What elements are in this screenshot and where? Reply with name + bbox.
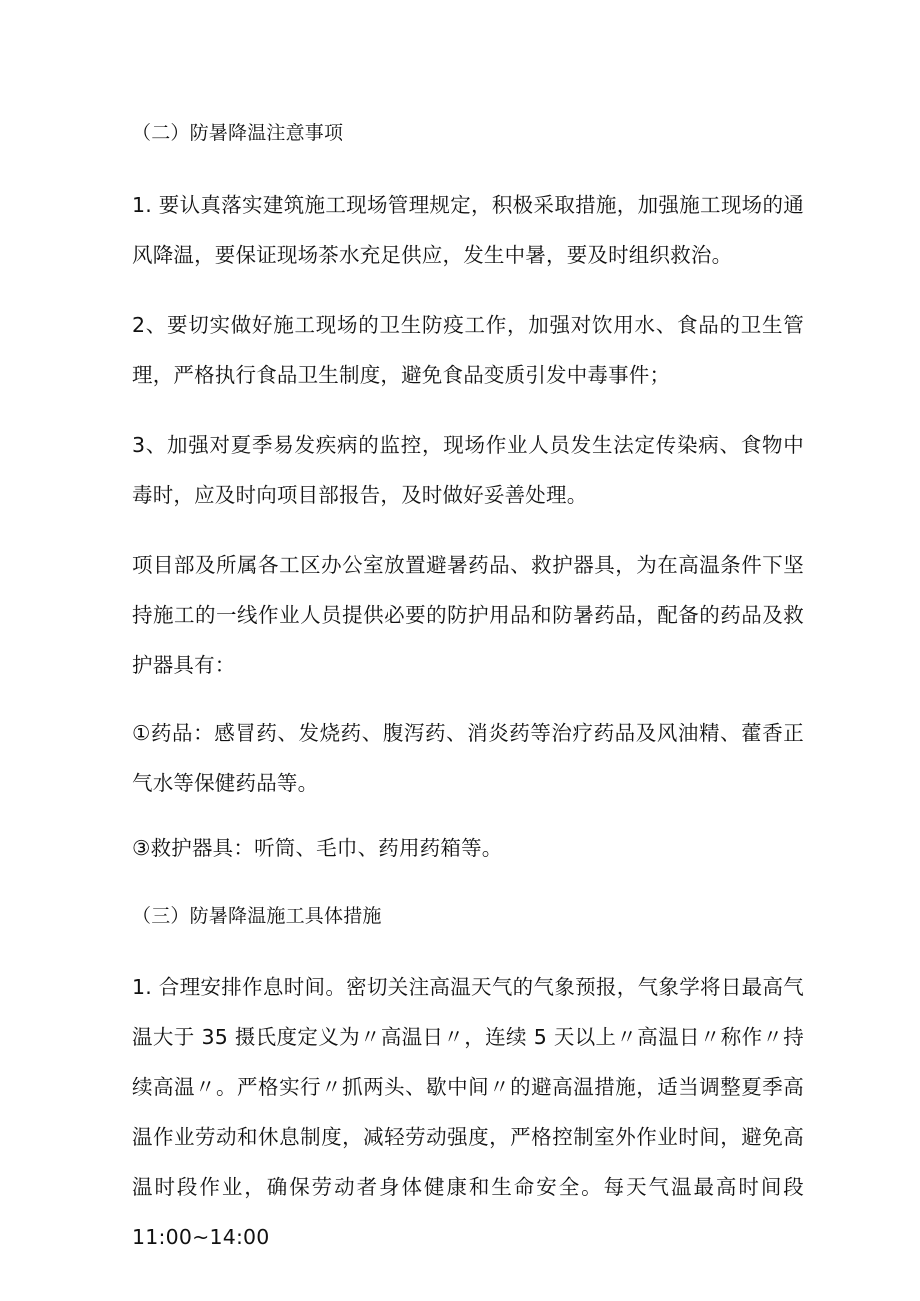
paragraph-3: 3、加强对夏季易发疾病的监控，现场作业人员发生法定传染病、食物中毒时，应及时向项目部报告，及时做好妥善处理。 (132, 433, 804, 507)
section-heading-3: （三）防暑降温施工具体措施 (132, 905, 382, 927)
paragraph-2: 2、要切实做好施工现场的卫生防疫工作，加强对饮用水、食品的卫生管理，严格执行食品卫生制度，避免食品变质引发中毒事件； (132, 313, 804, 387)
paragraph-4: 项目部及所属各工区办公室放置避暑药品、救护器具，为在高温条件下坚持施工的一线作业人员提供必要的防护用品和防暑药品，配备的药品及救护器具有： (132, 553, 804, 677)
list-item-rescue-equipment: ③救护器具：听筒、毛巾、药用药箱等。 (132, 836, 503, 860)
section-heading-2: （二）防暑降温注意事项 (132, 122, 344, 144)
paragraph-5: 1. 合理安排作息时间。密切关注高温天气的气象预报，气象学将日最高气温大于 35 摄氏度定义为〃高温日〃，连续 5 天以上〃高温日〃称作〃持续高温〃。严格实行〃抓两头、歇中间〃的避高温措施，适当调整夏季高温作业劳动和休息制度，减轻劳动强度，严格控制室外作业时间，避免高温时段作业，确保劳动者身体健康和生命安全。每天气温最高时间段 11:00~14:00 (132, 975, 804, 1249)
list-item-medicine: ①药品：感冒药、发烧药、腹泻药、消炎药等治疗药品及风油精、藿香正气水等保健药品等。 (132, 721, 804, 795)
paragraph-1: 1. 要认真落实建筑施工现场管理规定，积极采取措施，加强施工现场的通风降温，要保证现场茶水充足供应，发生中暑，要及时组织救治。 (132, 193, 804, 267)
